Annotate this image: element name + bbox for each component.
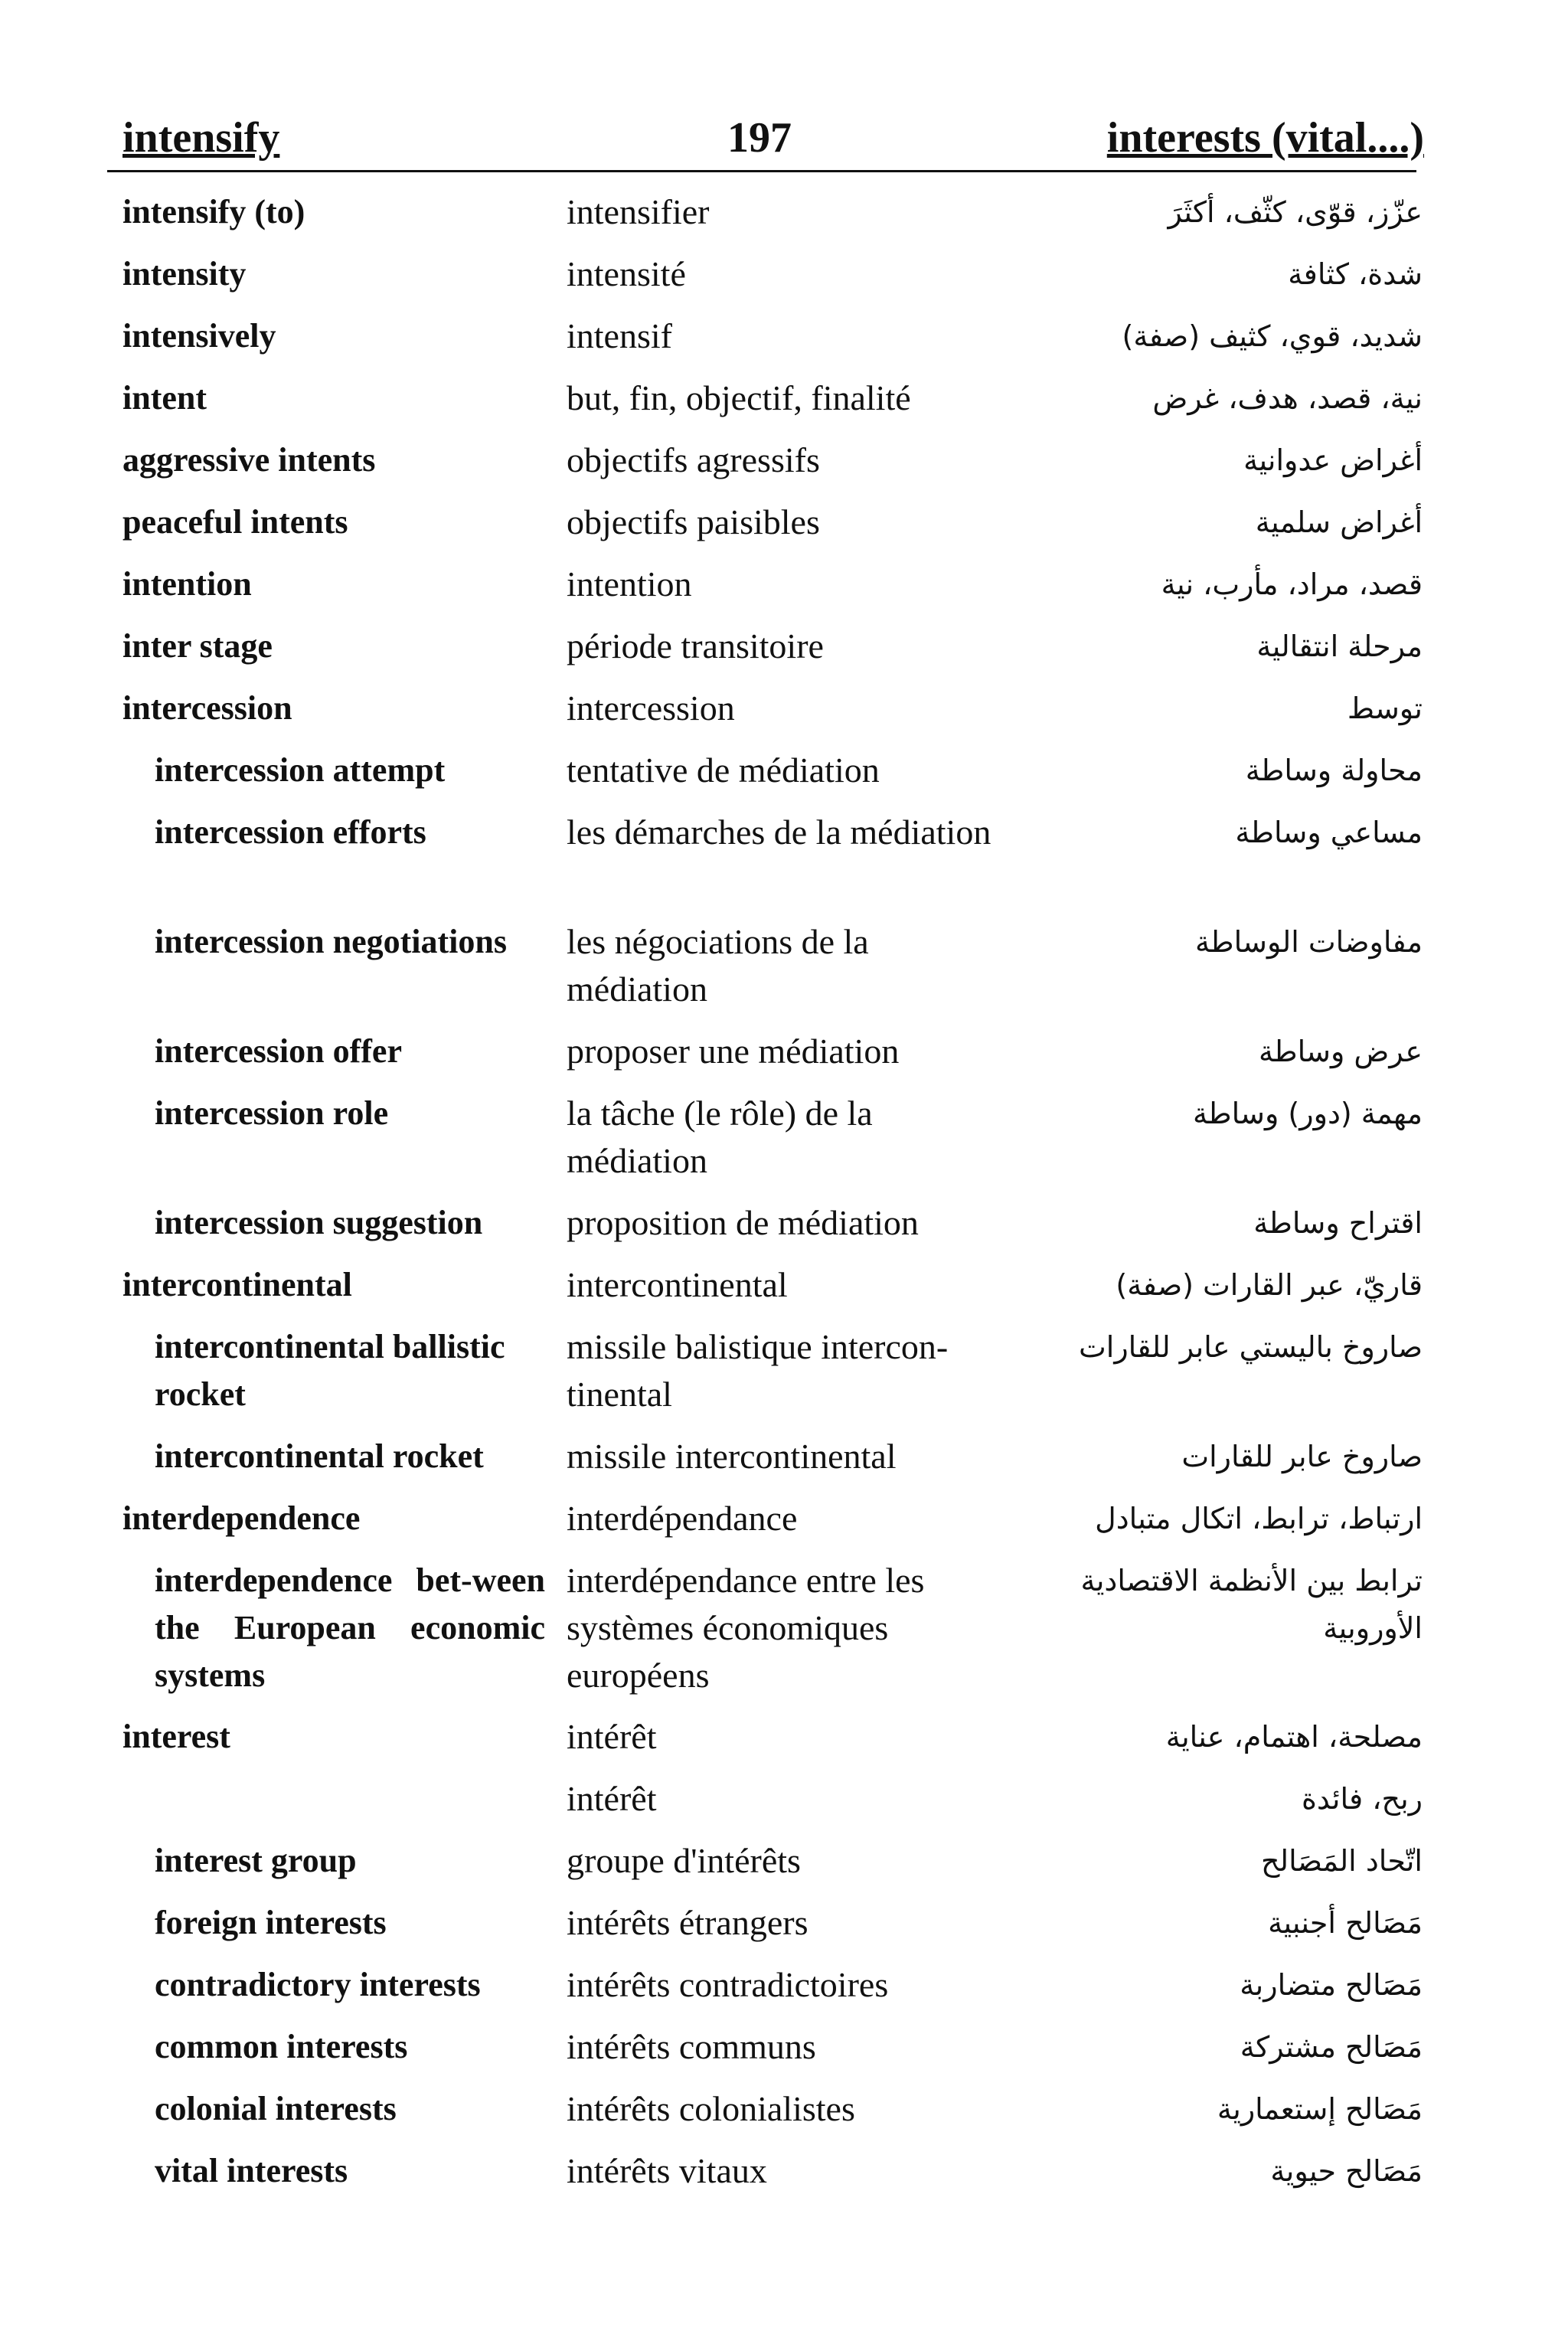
entry-row	[0, 747, 1568, 809]
entry-arabic: مرحلة انتقالية	[1256, 629, 1423, 663]
entry-arabic: ارتباط، ترابط، اتكال متبادل	[1095, 1502, 1423, 1535]
entry-arabic: نية، قصد، هدف، غرض	[1152, 381, 1423, 415]
entry-row	[0, 1713, 1568, 1775]
entry-french: groupe d'intérêts	[567, 1841, 801, 1880]
entry-english: vital interests	[155, 2152, 348, 2189]
entry-english: intercession attempt	[155, 751, 446, 789]
entry-arabic: شدة، كثافة	[1288, 257, 1423, 291]
entry-english: intercession efforts	[155, 813, 426, 851]
header-rule	[107, 170, 1416, 172]
entry-arabic: توسط	[1347, 692, 1423, 725]
entry-english: interdependence bet-ween the European economic systems	[155, 1561, 545, 1694]
entry-row	[0, 1323, 1568, 1433]
entry-arabic: صاروخ عابر للقارات	[1181, 1440, 1423, 1473]
entry-english: colonial interests	[155, 2090, 397, 2127]
entry-row	[0, 809, 1568, 918]
entry-arabic: عرض وساطة	[1258, 1035, 1423, 1068]
entry-english: intensify (to)	[122, 193, 305, 231]
entry-arabic: اقتراح وساطة	[1253, 1206, 1423, 1240]
entry-english: foreign interests	[155, 1904, 387, 1941]
entry-arabic: عزّز، قوّى، كثّف، أكثَرَ	[1168, 195, 1423, 229]
entry-arabic: اتّحاد المَصَالح	[1261, 1844, 1423, 1878]
entry-row	[0, 561, 1568, 623]
entry-french: objectifs agressifs	[567, 440, 820, 479]
entry-english: intercession suggestion	[155, 1204, 483, 1241]
entry-row	[0, 188, 1568, 250]
entry-french: intensifier	[567, 192, 710, 231]
entry-english: intercession role	[155, 1094, 389, 1132]
entry-list	[0, 188, 1568, 2209]
entry-arabic: أغراض عدوانية	[1243, 443, 1423, 477]
entry-french: intérêts communs	[567, 2027, 816, 2066]
entry-english: intent	[122, 379, 207, 417]
entry-row	[0, 250, 1568, 312]
entry-french: période transitoire	[567, 626, 824, 665]
entry-english: intercontinental	[122, 1266, 352, 1303]
entry-french: objectifs paisibles	[567, 502, 820, 541]
entry-row	[0, 1199, 1568, 1261]
entry-arabic: مفاوضات الوساطة	[1194, 925, 1423, 959]
entry-english: inter stage	[122, 627, 273, 665]
entry-row	[0, 2147, 1568, 2209]
entry-english: intention	[122, 565, 252, 603]
entry-arabic: ربح، فائدة	[1302, 1782, 1423, 1816]
entry-row	[0, 374, 1568, 437]
entry-arabic: مَصَالح مشتركة	[1240, 2030, 1423, 2064]
entry-arabic: محاولة وساطة	[1245, 754, 1423, 787]
entry-french: intérêts contradictoires	[567, 1965, 889, 2004]
entry-row	[0, 1261, 1568, 1323]
entry-row	[0, 1495, 1568, 1557]
entry-english: peaceful intents	[122, 503, 348, 541]
entry-english: intercontinental rocket	[155, 1437, 484, 1475]
entry-french: proposer une médiation	[567, 1032, 900, 1071]
entry-row	[0, 1775, 1568, 1837]
entry-english: aggressive intents	[122, 441, 376, 479]
entry-arabic: مساعي وساطة	[1235, 816, 1423, 849]
header-right-guide-word: interests (vital....)	[1106, 114, 1424, 162]
entry-arabic: مَصَالح متضاربة	[1240, 1968, 1423, 2002]
entry-french: intercession	[567, 688, 735, 728]
page-header	[122, 113, 1424, 176]
entry-row	[0, 685, 1568, 747]
entry-english: intensively	[122, 317, 276, 355]
entry-english: intercession offer	[155, 1032, 402, 1070]
entry-arabic: مَصَالح إستعمارية	[1217, 2092, 1423, 2126]
entry-row	[0, 2023, 1568, 2085]
entry-arabic: صاروخ باليستي عابر للقارات	[1079, 1330, 1423, 1364]
entry-french: missile balistique intercon-tinental	[567, 1327, 949, 1414]
entry-english: interest	[122, 1718, 230, 1755]
entry-row	[0, 1899, 1568, 1961]
entry-french: proposition de médiation	[567, 1203, 919, 1242]
entry-french: tentative de médiation	[567, 750, 880, 790]
header-left-guide-word: intensify	[122, 114, 280, 162]
entry-english: interest group	[155, 1842, 357, 1879]
entry-french: intérêt	[567, 1717, 657, 1756]
entry-arabic: شديد، قوي، كثيف (صفة)	[1122, 319, 1423, 353]
entry-english: common interests	[155, 2028, 408, 2065]
entry-row	[0, 1837, 1568, 1899]
entry-french: intercontinental	[567, 1265, 788, 1304]
entry-arabic: مَصَالح أجنبية	[1268, 1906, 1423, 1940]
entry-english: contradictory interests	[155, 1966, 481, 2003]
entry-arabic: مصلحة، اهتمام، عناية	[1165, 1720, 1423, 1754]
entry-row	[0, 1961, 1568, 2023]
entry-french: interdépendance entre les systèmes économiques européens	[567, 1561, 925, 1695]
entry-french: intérêt	[567, 1779, 657, 1818]
page-number: 197	[727, 114, 792, 162]
entry-french: intensité	[567, 254, 686, 293]
entry-arabic: ترابط بين الأنظمة الاقتصادية الأوروبية	[1080, 1564, 1423, 1645]
entry-french: intérêts vitaux	[567, 2151, 767, 2190]
entry-arabic: أغراض سلمية	[1255, 505, 1423, 539]
entry-arabic: قصد، مراد، مأرب، نية	[1161, 567, 1423, 601]
entry-french: interdépendance	[567, 1499, 798, 1538]
entry-row	[0, 623, 1568, 685]
entry-row	[0, 1090, 1568, 1199]
entry-french: missile intercontinental	[567, 1437, 897, 1476]
entry-row	[0, 2085, 1568, 2147]
entry-row	[0, 1028, 1568, 1090]
entry-english: intensity	[122, 255, 247, 293]
entry-english: interdependence	[122, 1499, 361, 1537]
entry-english: intercession negotiations	[155, 923, 507, 960]
entry-row	[0, 1557, 1568, 1713]
entry-arabic: مَصَالح حيوية	[1270, 2154, 1423, 2188]
entry-row	[0, 499, 1568, 561]
entry-row	[0, 437, 1568, 499]
entry-english: intercontinental ballistic rocket	[155, 1328, 505, 1413]
entry-french: intérêts étrangers	[567, 1903, 808, 1942]
entry-french: intérêts colonialistes	[567, 2089, 855, 2128]
entry-row	[0, 312, 1568, 374]
entry-french: les démarches de la médiation	[567, 813, 991, 852]
entry-arabic: قاريّ، عبر القارات (صفة)	[1116, 1268, 1423, 1302]
entry-french: intention	[567, 564, 692, 603]
entry-english: intercession	[122, 689, 292, 727]
entry-row	[0, 918, 1568, 1028]
entry-french: la tâche (le rôle) de la médiation	[567, 1094, 873, 1180]
entry-french: intensif	[567, 316, 672, 355]
entry-french: les négociations de la médiation	[567, 922, 869, 1009]
entry-row	[0, 1433, 1568, 1495]
entry-french: but, fin, objectif, finalité	[567, 378, 911, 417]
entry-arabic: مهمة (دور) وساطة	[1192, 1097, 1423, 1130]
